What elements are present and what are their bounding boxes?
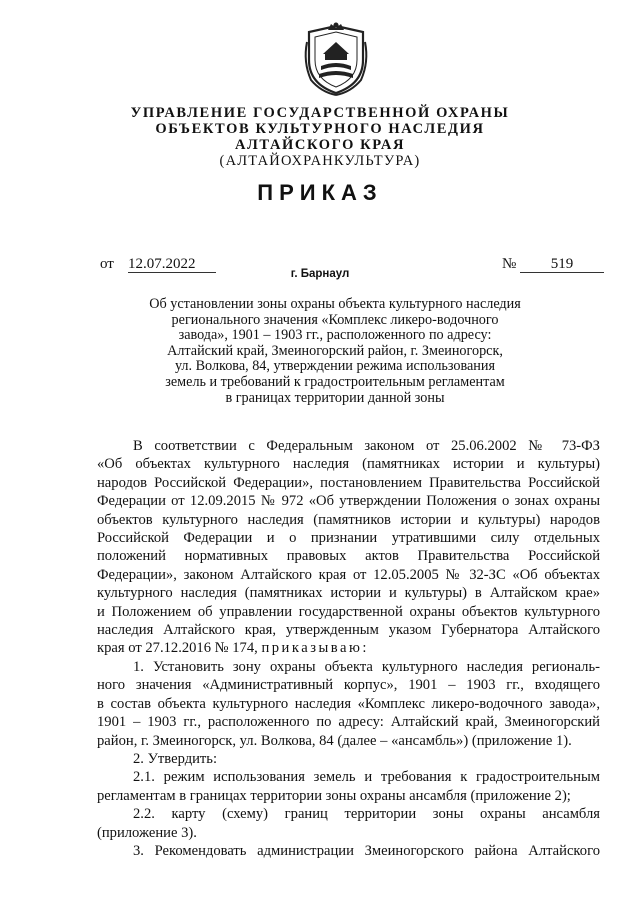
subject-line: регионального значения «Комплекс ликеро-водочного (171, 311, 499, 328)
subject-line: завода», 1901 – 1903 гг., расположенного по адресу: (178, 327, 492, 344)
org-name-line-3: АЛТАЙСКОГО КРАЯ (234, 137, 406, 153)
document-number: 519 (520, 256, 604, 273)
item-line: 2. Утвердить: (133, 750, 218, 767)
order-keyword: приказываю: (261, 640, 369, 657)
document-title: ПРИКАЗ (257, 180, 383, 205)
subject-line: Об установлении зоны охраны объекта культурного наследия (149, 296, 521, 312)
body-line: Федерации от 12.09.2015 № 972 «Об утверждении Положения о зонах охраны (97, 493, 600, 510)
body-line: наследия Алтайского края, утвержденным указом Губернатора Алтайского (97, 622, 600, 639)
item-line: 1. Установить зону охраны объекта культурного наследия региональ- (133, 658, 600, 675)
item-line: 2.2. карту (схему) границ территории зоны охраны ансамбля (133, 806, 600, 823)
body-line: Российской Федерации и о признании утратившими силу отдельных (97, 530, 600, 547)
number-label: № (502, 256, 517, 272)
body-line: В соответствии с Федеральным законом от 25.06.2002 № 73-ФЗ (133, 438, 600, 454)
body-line-final (97, 639, 600, 657)
item-line: 3. Рекомендовать администрации Змеиногорского района Алтайского (133, 842, 600, 859)
body-line: объектов культурного наследия (памятников истории и культуры) народов (97, 511, 600, 528)
document-body (97, 437, 600, 860)
document-subject (120, 297, 550, 406)
subject-line: Алтайский край, Змеиногорский район, г. Змеиногорск, (167, 342, 503, 359)
item-line: район, г. Змеиногорск, ул. Волкова, 84 (далее – «ансамбль») (приложение 1). (97, 732, 572, 749)
body-line: Федерации», законом Алтайского края от 12.05.2005 № 32-ЗС «Об объектах (97, 566, 600, 583)
item-line: 1901 – 1903 гг., расположенного по адресу: Алтайский край, Змеиногорский (97, 714, 600, 731)
org-name-line-2: ОБЪЕКТОВ КУЛЬТУРНОГО НАСЛЕДИЯ (155, 121, 485, 137)
org-name-line-1: УПРАВЛЕНИЕ ГОСУДАРСТВЕННОЙ ОХРАНЫ (130, 105, 510, 121)
subject-line: ул. Волкова, 84, утверждении режима использования (174, 358, 496, 375)
item-line: в состав объекта культурного наследия «Комплекс ликеро-водочного завода», (97, 695, 600, 712)
body-line: и Положением об управлении государственной охраны объектов культурного (97, 603, 600, 620)
document-city: г. Барнаул (290, 268, 350, 280)
subject-line: в границах территории данной зоны (225, 389, 445, 406)
body-line-prefix: края от 27.12.2016 № 174, (97, 640, 258, 657)
body-line: положений нормативных правовых актов Правительства Российской (97, 548, 600, 565)
item-line: регламентам в границах территории зоны охраны ансамбля (приложение 2); (97, 787, 571, 804)
date-label: от (100, 256, 114, 272)
item-line: 2.1. режим использования земель и требования к градостроительным (133, 769, 600, 786)
document-date: 12.07.2022 (128, 256, 216, 273)
body-line: культурного наследия (памятниках истории и культуры) в Алтайском крае» (97, 585, 600, 602)
coat-of-arms-icon (301, 22, 371, 97)
item-line: (приложение 3). (97, 824, 197, 841)
subject-line: земель и требований к градостроительным регламентам (165, 373, 505, 390)
org-short-name: (АЛТАЙОХРАНКУЛЬТУРА) (219, 153, 421, 169)
item-line: ного значения «Административный корпус», 1901 – 1903 гг., входящего (97, 677, 600, 694)
body-line: «Об объектах культурного наследия (памятниках истории и культуры) (97, 456, 600, 473)
body-line: народов Российской Федерации», постановлением Правительства Российской (97, 474, 600, 491)
